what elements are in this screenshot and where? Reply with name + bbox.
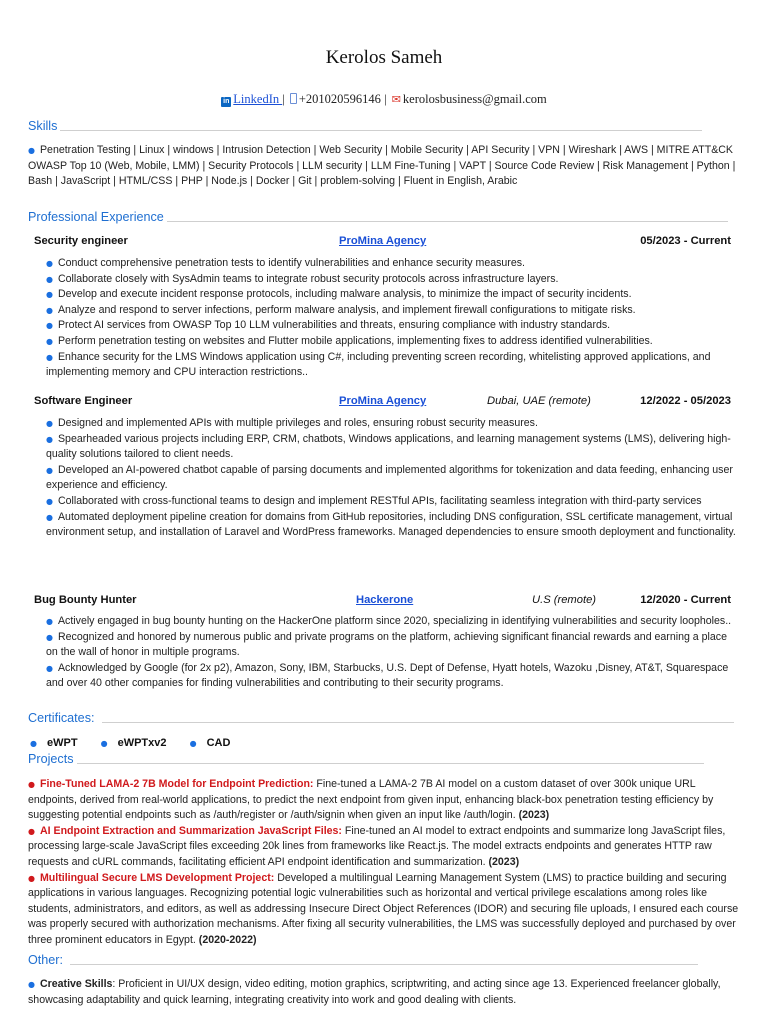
list-item: ● Collaborated with cross-functional teams to design and implement RESTful APIs, facilitating seamless integration with third-party services [46,494,702,507]
list-item: ● Designed and implemented APIs with multiple privileges and roles, ensuring robust security measures. [46,417,538,429]
other-text: : Proficient in UI/UX design, video editing, motion graphics, scriptwriting, and acting since age 13. Experienced freelancer globally, showcasing adaptability and quick learning, integrating creativity into work and good dealing with clients. [28,978,721,1006]
bullet-icon: ● [46,274,53,284]
list-item: ● eWPTxv2 [100,737,167,749]
section-title-certificates: Certificates: [28,711,95,725]
job-company-link[interactable]: ProMina Agency [339,395,427,407]
job-dates: 05/2023 - Current [640,235,731,247]
job-dates: 12/2022 - 05/2023 [640,395,731,407]
section-divider [70,964,698,965]
phone-icon [290,93,297,104]
project-title: Multilingual Secure LMS Development Project: [39,871,275,884]
skills-list [28,143,744,190]
section-other [28,953,698,969]
list-item: ● Collaborate closely with SysAdmin teams to integrate robust security protocols across infrastructure layers. [46,272,559,285]
list-item: ● Automated deployment pipeline creation for domains from GitHub repositories, including DNS configuration, SSL certificate management, virtual environment setup, and installation of Laravel and WordPress frameworks. Managed dependencies to ensure smooth deployment and functionality. [46,510,736,539]
list-item: ● Conduct comprehensive penetration tests to identify vulnerabilities and enhance security measures. [46,257,525,269]
section-experience [28,210,728,226]
section-title-other: Other: [28,953,63,967]
bullet-icon: ● [46,663,53,673]
bullet-icon: ● [189,739,197,748]
phone-number: +201020596146 [298,92,381,106]
job-header [34,394,731,410]
bullet-icon: ● [30,739,37,748]
contact-separator: | [282,92,288,106]
bullet-icon: ● [46,305,53,315]
bullet-icon: ● [46,617,53,626]
bullet-icon: ● [28,146,35,155]
bullet-icon: ● [28,873,35,883]
list-item: ● eWPT [30,737,78,749]
list-item: ● Multilingual Secure LMS Development Project: Developed a multilingual Learning Management System (LMS) to practice building and securing applications in various languages. Recognizing potential logic vulnerabilities such as horizontal and vertical privilege escalations among roles like students, administrators, and editors, as well as addressing Insecure Direct Object References (IDOR) and securing file uploads, I ensured each course was properly secured with authorization mechanisms. After fixing all security vulnerabilities, the LMS was successfully deployed and purchased by over three prominent educators in Egypt. (2020-2022) [28,871,739,946]
list-item: ● Protect AI services from OWASP Top 10 LLM vulnerabilities and threats, ensuring compliance with industry standards. [46,319,611,332]
section-title-experience: Professional Experience [28,210,164,224]
list-item: ● Recognized and honored by numerous public and private programs on the platform, achieving significant financial rewards and earning a place on the wall of honor in multiple programs. [46,630,727,659]
section-divider [102,722,735,723]
bullet-icon: ● [46,434,53,444]
bullet-icon: ● [28,980,35,989]
bullet-icon: ● [28,780,35,789]
skills-text: Penetration Testing | Linux | windows | Intrusion Detection | Web Security | Mobile Security | API Security | VPN | Wireshark | AWS | MITRE ATT&CK OWASP Top 10 (Web, Mobile, LMM) | Security Protocols | LLM security | LLM Fine-Tuning | VAPT | Source Code Review | Risk Management | Python | Bash | JavaScript | HTML/CSS | PHP | Node.js | Docker | Git | problem-solving | Fluent in English, Arabic [28,144,736,188]
linkedin-icon: in [223,98,230,105]
list-item: ● Develop and execute incident response protocols, including malware analysis, to minimize the impact of security incidents. [46,288,632,301]
bullet-icon: ● [100,739,108,748]
bullet-icon: ● [46,336,53,346]
job-bullets [46,614,740,692]
section-certificates [28,711,734,727]
bullet-icon: ● [46,496,53,506]
job-location: Dubai, UAE (remote) [487,395,591,407]
job-title: Security engineer [34,235,128,247]
bullet-icon: ● [28,826,35,836]
job-header [34,234,731,250]
bullet-icon: ● [46,290,53,300]
list-item: ● Perform penetration testing on websites and Flutter mobile applications, implementing fixes to address identified vulnerabilities. [46,334,653,347]
other-skills [28,977,744,1008]
job-bullets [46,416,740,541]
section-title-projects: Projects [28,752,74,766]
list-item: ● AI Endpoint Extraction and Summarization JavaScript Files: Fine-tuned an AI model to extract endpoints and summarize long JavaScript files, processing large-scale JavaScript files exceeding 20k lines from frameworks like React.js. The model extracts endpoints and generates HTTP raw requests and cURL commands, facilitating efficient API endpoint identification and summarization. (2023) [28,824,726,868]
section-projects [28,752,704,768]
project-title: AI Endpoint Extraction and Summarization JavaScript Files: [39,824,342,837]
list-item: ● Fine-Tuned LAMA-2 7B Model for Endpoint Prediction: Fine-tuned a LAMA-2 7B AI model on a custom dataset of over 300k unique URL endpoints, derived from real-world applications, to predict the next endpoint from given input, enhancing black-box penetration testing efficiency by suggesting potential endpoints such as /auth/register or /auth/signin when given an input like /auth/login. (2023) [28,778,714,822]
contact-separator: | [380,92,390,106]
list-item: ● Enhance security for the LMS Windows application using C#, including preventing screen recording, whitelisting approved applications, and implementing memory and CPU interaction restrictions.. [46,350,711,379]
list-item: ● Analyze and respond to server infections, perform malware analysis, and implement firewall configurations to mitigate risks. [46,303,636,316]
bullet-icon: ● [46,632,53,642]
certificate-list [30,736,250,752]
candidate-name: Kerolos Sameh [325,47,443,68]
email-address[interactable]: kerolosbusiness@gmail.com [402,92,547,106]
bullet-icon: ● [46,352,53,362]
list-item: ● Actively engaged in bug bounty hunting on the HackerOne platform since 2020, specializing in identifying vulnerabilities and security loopholes.. [46,615,732,627]
job-company-link[interactable]: ProMina Agency [339,235,427,247]
job-company-link[interactable]: Hackerone [356,594,414,606]
section-divider [60,130,702,131]
project-list [28,777,744,949]
job-title: Bug Bounty Hunter [34,594,137,606]
linkedin-link[interactable]: LinkedIn [233,92,283,106]
job-title: Software Engineer [34,395,133,407]
section-divider [77,763,705,764]
bullet-icon: ● [46,465,53,475]
job-location: U.S (remote) [532,594,597,606]
job-dates: 12/2020 - Current [640,594,731,606]
section-skills [28,119,702,135]
list-item: ● Developed an AI-powered chatbot capable of parsing documents and implemented algorithms for tokenization and data feeding, enhancing user experience and efficiency. [46,463,733,492]
list-item: ● Acknowledged by Google (for 2x p2), Amazon, Sony, IBM, Starbucks, U.S. Dept of Defense, Hyatt hotels, Wazoku ,Disney, AT&T, Squarespace and over 40 other companies for finding vulnerabilities and contributing to their security programs. [46,661,729,690]
section-divider [167,221,728,222]
section-title-skills: Skills [28,119,58,133]
bullet-icon: ● [46,419,53,428]
list-item: ● Spearheaded various projects including ERP, CRM, chatbots, Windows applications, and learning management systems (LMS), delivering high-quality solutions tailored to client needs. [46,432,731,461]
bullet-icon: ● [46,259,53,268]
bullet-icon: ● [46,512,53,522]
mail-icon: ✉ [391,93,401,106]
job-bullets [46,256,740,381]
project-title: Fine-Tuned LAMA-2 7B Model for Endpoint Prediction: [39,778,314,790]
bullet-icon: ● [46,321,53,331]
list-item: ● CAD [189,737,231,749]
contact-line [0,92,768,108]
job-header [34,593,731,609]
other-label: Creative Skills [39,978,113,990]
